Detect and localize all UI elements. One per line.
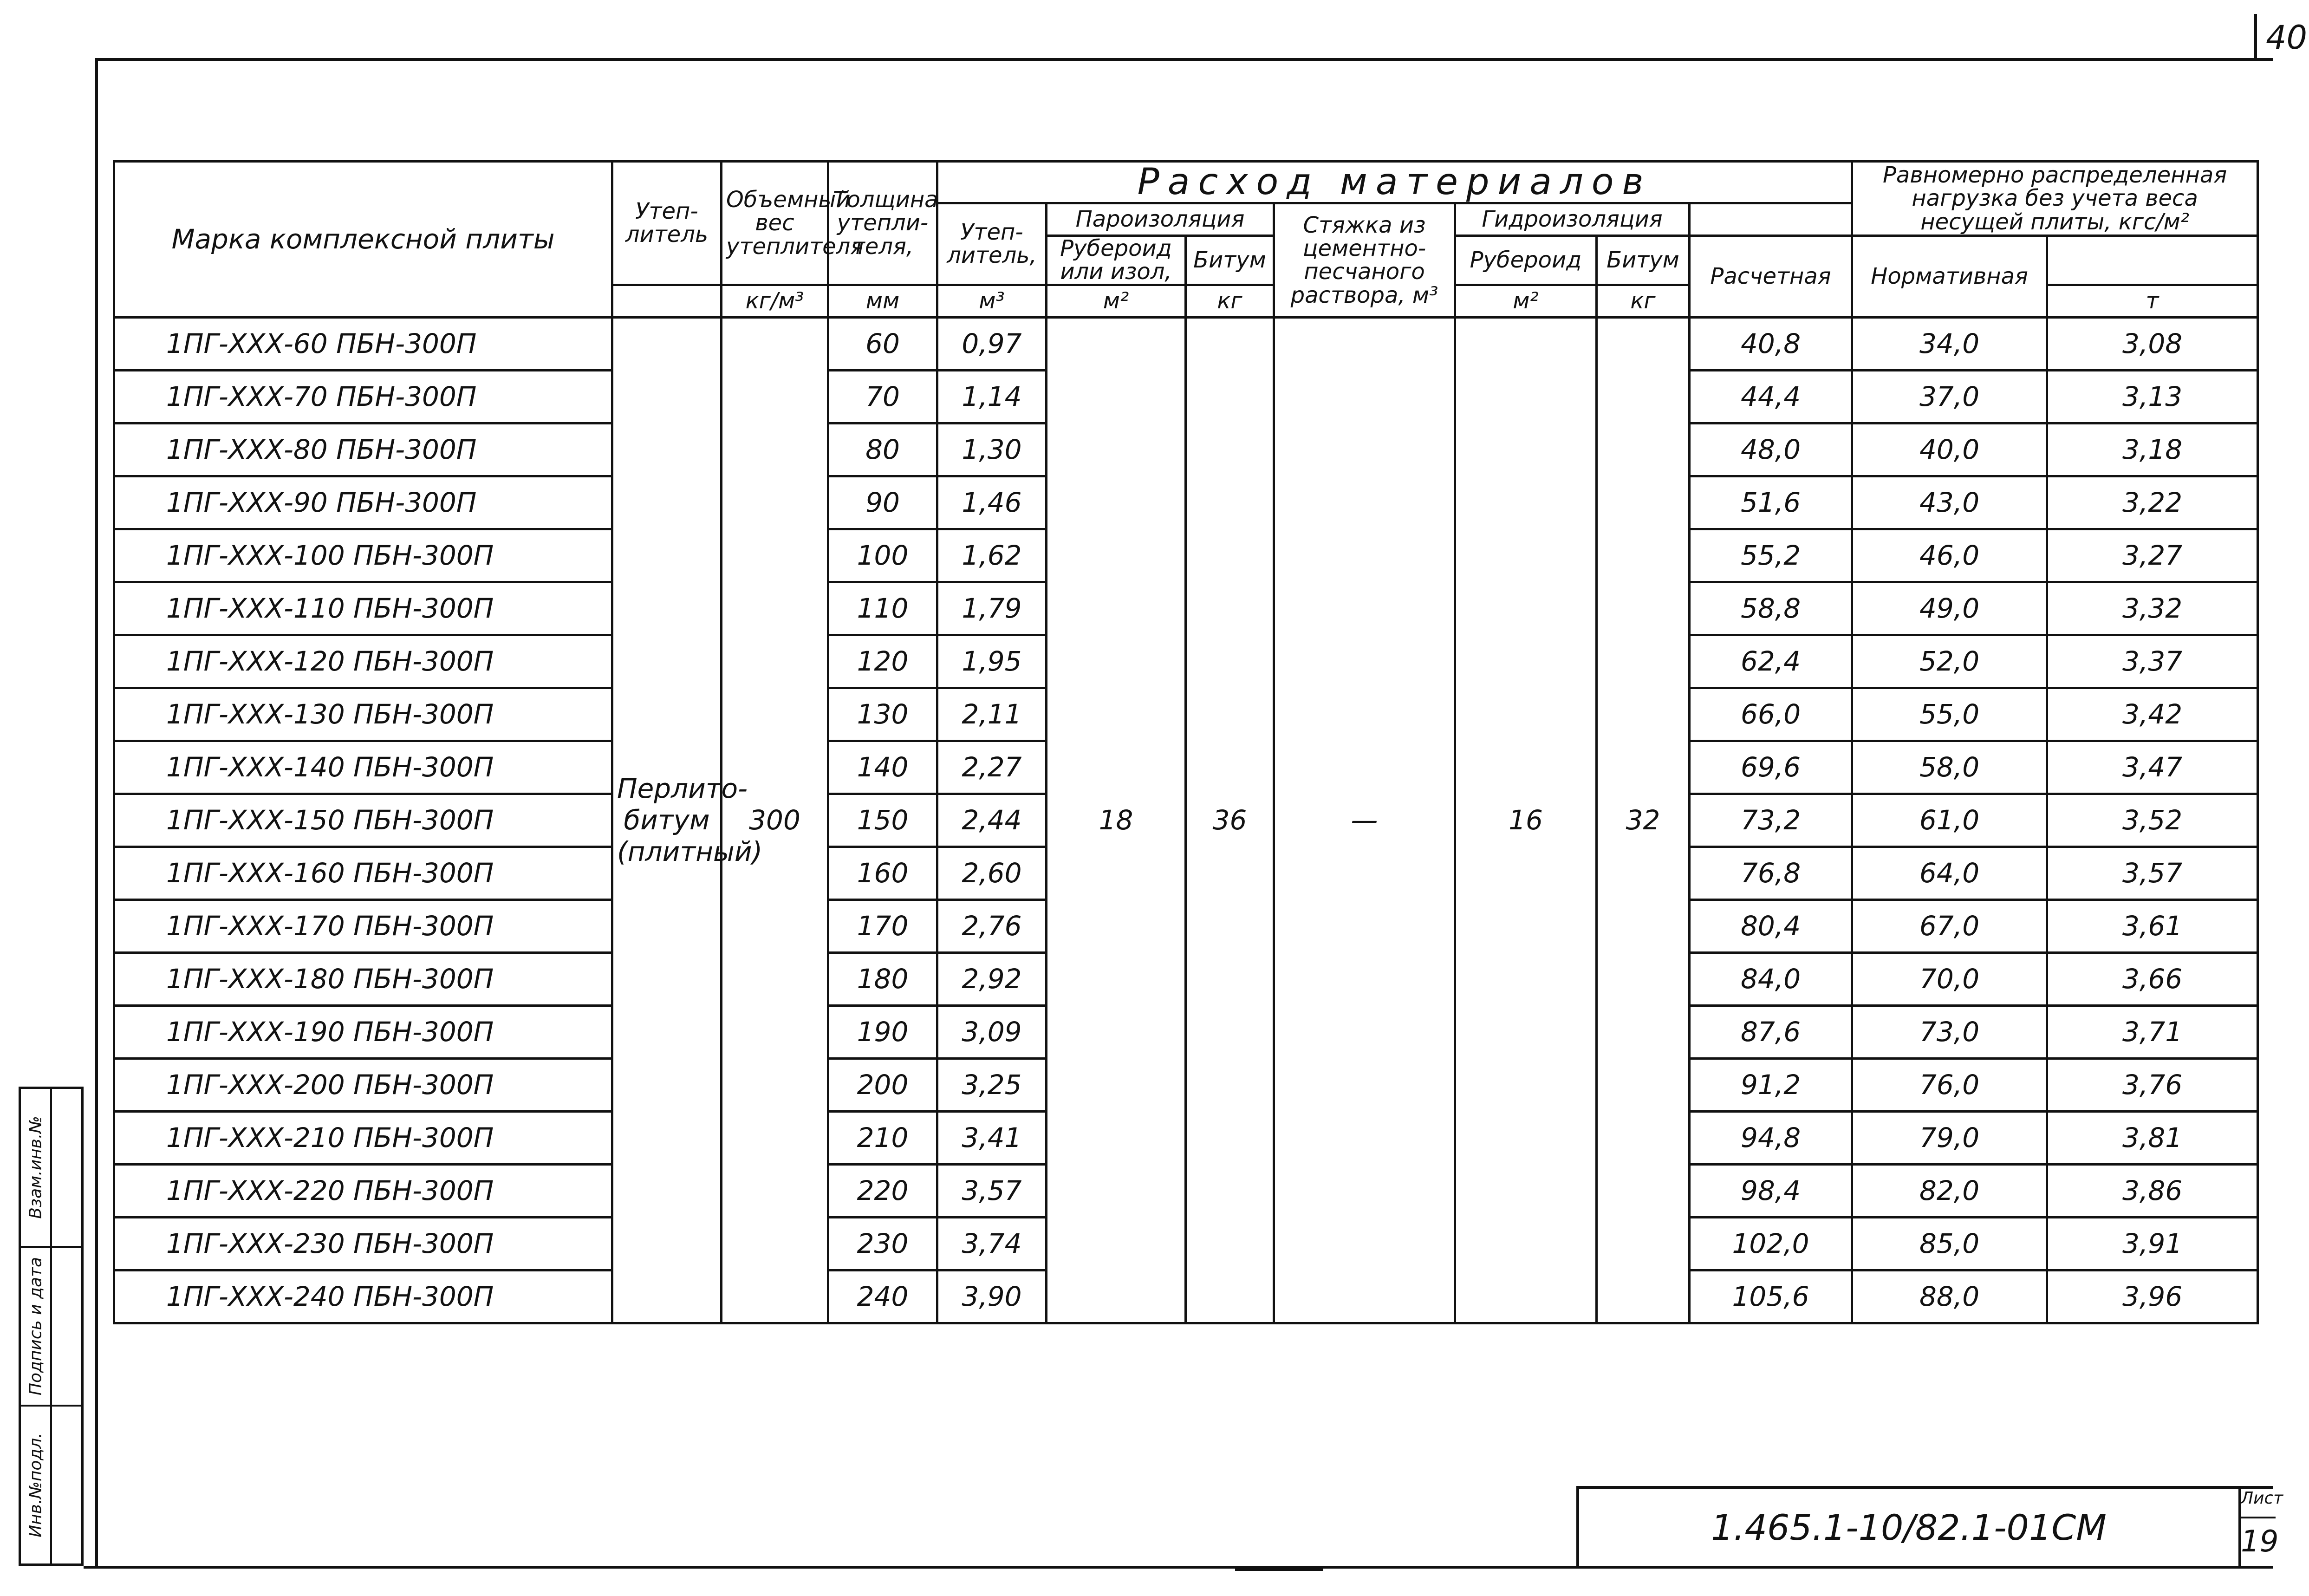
header-density: Объемный вес утеплителя [722, 162, 828, 285]
cell-load-design: 66,0 [1690, 688, 1852, 741]
title-block [1576, 1486, 2283, 1566]
cell-mass: 3,81 [2047, 1111, 2258, 1164]
cell-insul-volume: 1,14 [937, 370, 1047, 423]
cell-insul-volume: 0,97 [937, 317, 1047, 370]
cell-mass: 3,57 [2047, 847, 2258, 899]
cell-load-design: 102,0 [1690, 1217, 1852, 1270]
side-stamp-cell [21, 1248, 50, 1407]
cell-mass: 3,91 [2047, 1217, 2258, 1270]
cell-mark: 1ПГ-ХХХ-220 ПБН-300П [114, 1164, 612, 1217]
cell-insul-volume: 3,25 [937, 1058, 1047, 1111]
cell-insul-volume: 2,76 [937, 899, 1047, 952]
cell-load-design: 87,6 [1690, 1005, 1852, 1058]
header-waterproofing: Гидроизоляция [1455, 203, 1690, 236]
cell-thickness: 240 [828, 1270, 937, 1323]
bottom-mark-line [1235, 1569, 1323, 1571]
header-load-design: Расчетная [1690, 236, 1852, 318]
cell-mark: 1ПГ-ХХХ-180 ПБН-300П [114, 952, 612, 1005]
cell-load-design: 51,6 [1690, 476, 1852, 529]
cell-load-design: 48,0 [1690, 423, 1852, 476]
header-load [1852, 162, 2258, 236]
page-number: 40 [2266, 19, 2308, 57]
side-stamp-col-blank [52, 1089, 81, 1563]
header-consumption: Расход материалов [937, 162, 1852, 203]
cell-mass: 3,61 [2047, 899, 2258, 952]
cell-load-design: 69,6 [1690, 741, 1852, 794]
cell-water-bitumen-merged: 32 [1597, 317, 1690, 1323]
side-label-inv-original: Инв.№подл. [26, 1433, 45, 1537]
cell-load-design: 105,6 [1690, 1270, 1852, 1323]
unit-vapor-roofing: м² [1047, 285, 1186, 317]
cell-mass: 3,13 [2047, 370, 2258, 423]
sheet-box [2238, 1489, 2283, 1566]
cell-load-design: 76,8 [1690, 847, 1852, 899]
cell-thickness: 60 [828, 317, 937, 370]
materials-table [113, 160, 2259, 1324]
cell-mass: 3,27 [2047, 529, 2258, 582]
cell-mark: 1ПГ-ХХХ-60 ПБН-300П [114, 317, 612, 370]
cell-insul-volume: 1,46 [937, 476, 1047, 529]
cell-load-normative: 88,0 [1852, 1270, 2047, 1323]
cell-load-design: 44,4 [1690, 370, 1852, 423]
cell-insul-volume: 1,79 [937, 582, 1047, 635]
cell-mass: 3,86 [2047, 1164, 2258, 1217]
cell-mark: 1ПГ-ХХХ-130 ПБН-300П [114, 688, 612, 741]
cell-insul-volume: 2,27 [937, 741, 1047, 794]
cell-mark: 1ПГ-ХХХ-70 ПБН-300П [114, 370, 612, 423]
header-water-bitumen: Битум [1597, 236, 1690, 285]
cell-mass: 3,76 [2047, 1058, 2258, 1111]
cell-mass: 3,22 [2047, 476, 2258, 529]
header-load-unit: кгс/м² [2118, 208, 2189, 235]
cell-mark: 1ПГ-ХХХ-240 ПБН-300П [114, 1270, 612, 1323]
cell-insul-volume: 3,09 [937, 1005, 1047, 1058]
sheet-number: 19 [2241, 1524, 2279, 1559]
cell-vapor-roofing-merged: 18 [1047, 317, 1186, 1323]
cell-load-design: 94,8 [1690, 1111, 1852, 1164]
cell-thickness: 150 [828, 794, 937, 847]
frame-corner-tick [2254, 14, 2257, 60]
header-thickness: Толщина утепли-теля, [828, 162, 937, 285]
cell-thickness: 180 [828, 952, 937, 1005]
cell-mark: 1ПГ-ХХХ-190 ПБН-300П [114, 1005, 612, 1058]
cell-thickness: 90 [828, 476, 937, 529]
cell-mark: 1ПГ-ХХХ-120 ПБН-300П [114, 635, 612, 688]
table-row [114, 317, 2258, 370]
cell-mark: 1ПГ-ХХХ-230 ПБН-300П [114, 1217, 612, 1270]
cell-insul-volume: 2,92 [937, 952, 1047, 1005]
header-vapor-barrier: Пароизоляция [1047, 203, 1274, 236]
cell-mass: 3,47 [2047, 741, 2258, 794]
cell-thickness: 170 [828, 899, 937, 952]
cell-vapor-bitumen-merged: 36 [1186, 317, 1274, 1323]
cell-load-normative: 85,0 [1852, 1217, 2047, 1270]
cell-mass: 3,71 [2047, 1005, 2258, 1058]
header-vapor-roofing: Рубероид или изол, [1047, 236, 1186, 285]
cell-mark: 1ПГ-ХХХ-80 ПБН-300П [114, 423, 612, 476]
cell-thickness: 70 [828, 370, 937, 423]
cell-thickness: 110 [828, 582, 937, 635]
side-stamp-cell [21, 1089, 50, 1248]
unit-water-bitumen: кг [1597, 285, 1690, 317]
cell-mass: 3,52 [2047, 794, 2258, 847]
cell-density-merged: 300 [722, 317, 828, 1323]
unit-insulation [612, 285, 722, 317]
cell-load-design: 73,2 [1690, 794, 1852, 847]
side-stamp-cell [21, 1407, 50, 1563]
cell-mass: 3,42 [2047, 688, 2258, 741]
cell-load-normative: 49,0 [1852, 582, 2047, 635]
cell-load-design: 91,2 [1690, 1058, 1852, 1111]
frame-bottom-line [84, 1566, 2273, 1569]
cell-mark: 1ПГ-ХХХ-160 ПБН-300П [114, 847, 612, 899]
side-stamp-cell-blank [52, 1407, 81, 1563]
cell-thickness: 230 [828, 1217, 937, 1270]
cell-load-normative: 61,0 [1852, 794, 2047, 847]
unit-vapor-bitumen: кг [1186, 285, 1274, 317]
header-screed: Стяжка из цементно-песчаного раствора, м³ [1274, 203, 1455, 318]
header-load-normative: Нормативная [1852, 236, 2047, 318]
cell-load-normative: 40,0 [1852, 423, 2047, 476]
cell-mass: 3,37 [2047, 635, 2258, 688]
header-mark: Марка комплексной плиты [114, 162, 612, 318]
cell-load-normative: 34,0 [1852, 317, 2047, 370]
cell-mark: 1ПГ-ХХХ-110 ПБН-300П [114, 582, 612, 635]
cell-mark: 1ПГ-ХХХ-90 ПБН-300П [114, 476, 612, 529]
cell-insulation-merged: Перлито-битум (плитный) [612, 317, 722, 1323]
header-load-text: Равномерно распределенная нагрузка без учета веса несущей плиты, [1882, 162, 2227, 235]
cell-thickness: 120 [828, 635, 937, 688]
cell-load-normative: 37,0 [1852, 370, 2047, 423]
cell-insul-volume: 2,11 [937, 688, 1047, 741]
cell-insul-volume: 1,30 [937, 423, 1047, 476]
sheet-label: Лист [2241, 1489, 2276, 1518]
document-code: 1.465.1-10/82.1-01СМ [1711, 1506, 2107, 1548]
side-stamp-cell-blank [52, 1089, 81, 1248]
cell-thickness: 160 [828, 847, 937, 899]
header-vapor-bitumen: Битум [1186, 236, 1274, 285]
cell-load-normative: 79,0 [1852, 1111, 2047, 1164]
unit-density: кг/м³ [722, 285, 828, 317]
cell-load-normative: 73,0 [1852, 1005, 2047, 1058]
cell-insul-volume: 2,60 [937, 847, 1047, 899]
cell-load-normative: 58,0 [1852, 741, 2047, 794]
cell-thickness: 100 [828, 529, 937, 582]
cell-load-normative: 64,0 [1852, 847, 2047, 899]
side-stamp-strip [19, 1087, 84, 1566]
cell-load-normative: 43,0 [1852, 476, 2047, 529]
cell-insul-volume: 3,90 [937, 1270, 1047, 1323]
cell-thickness: 210 [828, 1111, 937, 1164]
side-label-replace-inv: Взам.инв.№ [26, 1116, 45, 1219]
cell-load-design: 58,8 [1690, 582, 1852, 635]
header-insulation: Утеп-литель [612, 162, 722, 285]
cell-load-design: 62,4 [1690, 635, 1852, 688]
cell-load-design: 55,2 [1690, 529, 1852, 582]
cell-thickness: 190 [828, 1005, 937, 1058]
cell-mass: 3,32 [2047, 582, 2258, 635]
cell-load-normative: 82,0 [1852, 1164, 2047, 1217]
cell-load-normative: 70,0 [1852, 952, 2047, 1005]
cell-thickness: 130 [828, 688, 937, 741]
cell-load-normative: 76,0 [1852, 1058, 2047, 1111]
cell-insul-volume: 1,95 [937, 635, 1047, 688]
cell-mark: 1ПГ-ХХХ-200 ПБН-300П [114, 1058, 612, 1111]
cell-load-design: 84,0 [1690, 952, 1852, 1005]
cell-thickness: 220 [828, 1164, 937, 1217]
cell-insul-volume: 1,62 [937, 529, 1047, 582]
cell-insul-volume: 3,74 [937, 1217, 1047, 1270]
cell-mass: 3,96 [2047, 1270, 2258, 1323]
side-stamp-col [21, 1089, 52, 1563]
cell-mark: 1ПГ-ХХХ-100 ПБН-300П [114, 529, 612, 582]
cell-thickness: 140 [828, 741, 937, 794]
header-insul-volume: Утеп-литель, [937, 203, 1047, 285]
cell-screed-merged: — [1274, 317, 1455, 1323]
unit-mass: т [2047, 285, 2258, 317]
cell-insul-volume: 2,44 [937, 794, 1047, 847]
cell-mass: 3,08 [2047, 317, 2258, 370]
cell-insul-volume: 3,41 [937, 1111, 1047, 1164]
cell-mark: 1ПГ-ХХХ-170 ПБН-300П [114, 899, 612, 952]
unit-thickness: мм [828, 285, 937, 317]
cell-mass: 3,66 [2047, 952, 2258, 1005]
cell-thickness: 80 [828, 423, 937, 476]
cell-load-design: 80,4 [1690, 899, 1852, 952]
cell-load-normative: 55,0 [1852, 688, 2047, 741]
header-water-roofing: Рубероид [1455, 236, 1597, 285]
cell-load-design: 98,4 [1690, 1164, 1852, 1217]
cell-mark: 1ПГ-ХХХ-210 ПБН-300П [114, 1111, 612, 1164]
cell-water-roofing-merged: 16 [1455, 317, 1597, 1323]
side-label-signature-date: Подпись и дата [26, 1257, 45, 1396]
cell-mass: 3,18 [2047, 423, 2258, 476]
cell-load-design: 40,8 [1690, 317, 1852, 370]
cell-insul-volume: 3,57 [937, 1164, 1047, 1217]
cell-load-normative: 46,0 [1852, 529, 2047, 582]
cell-mark: 1ПГ-ХХХ-140 ПБН-300П [114, 741, 612, 794]
unit-insul-volume: м³ [937, 285, 1047, 317]
unit-water-roofing: м² [1455, 285, 1597, 317]
cell-load-normative: 67,0 [1852, 899, 2047, 952]
cell-load-normative: 52,0 [1852, 635, 2047, 688]
cell-thickness: 200 [828, 1058, 937, 1111]
cell-mark: 1ПГ-ХХХ-150 ПБН-300П [114, 794, 612, 847]
side-stamp-cell-blank [52, 1248, 81, 1407]
